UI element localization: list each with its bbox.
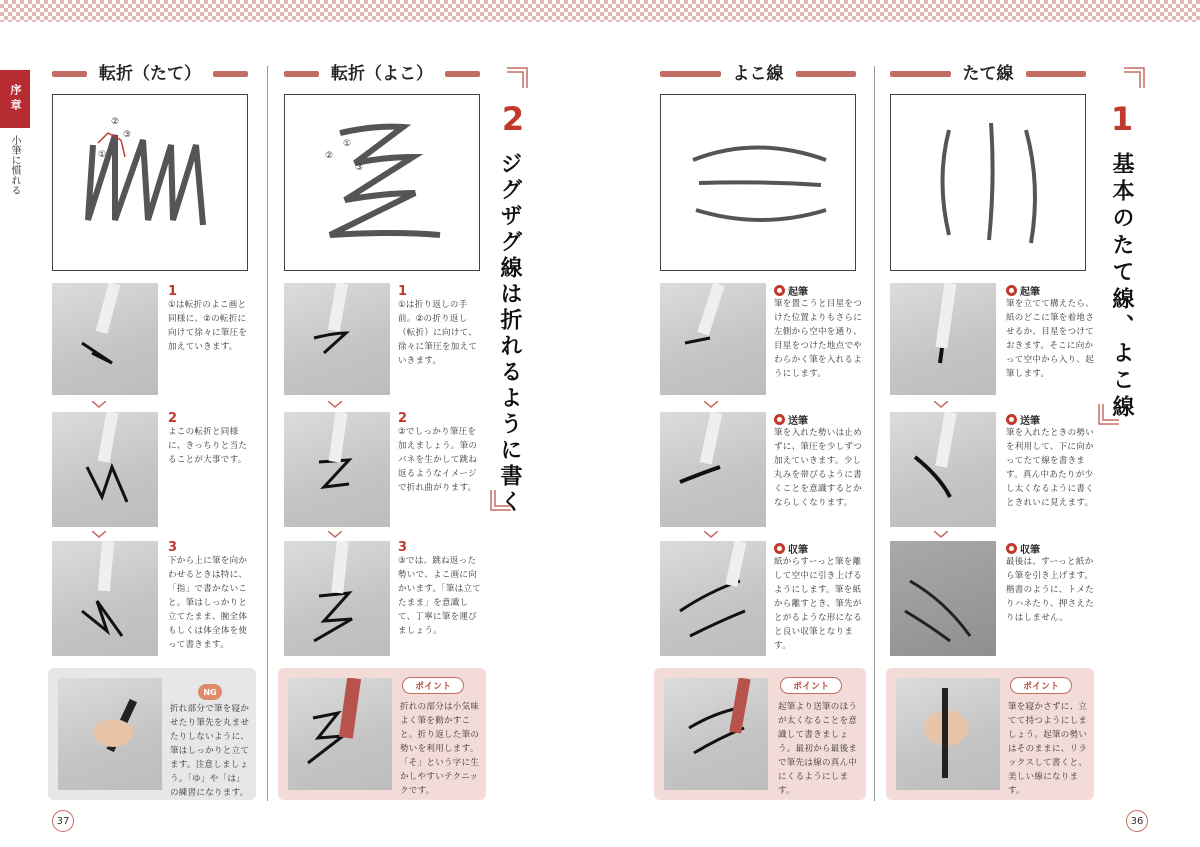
step-label-souhitsu: 送筆: [774, 412, 808, 427]
corner-bracket-icon: [1097, 404, 1119, 426]
step-photo-1: [284, 283, 390, 395]
diagram-label-3: ③: [123, 130, 132, 140]
step-text-2: よこの転折と同様に、きっちりと当たることが大事です。: [168, 427, 248, 465]
step-photo-2: [284, 412, 390, 527]
point-photo: [896, 678, 1000, 790]
brush-point-icon: [1006, 285, 1017, 296]
diagram-label-3: ③: [355, 163, 364, 173]
page-number-right: 36: [1126, 810, 1148, 832]
step-photo-kihitsu: [890, 283, 996, 395]
diagram-label-1: ①: [98, 150, 107, 160]
ng-photo: [58, 678, 162, 790]
point-badge: ポイント: [780, 677, 842, 694]
brush-point-icon: [774, 285, 785, 296]
heading-tate-sen: たて線: [890, 64, 1086, 84]
step-text-shuhitsu: 最後は、すーっと紙から筆を引き上げます。楷書のように、トメたりハネたり、押さえたりはしません。: [1006, 557, 1095, 623]
step-label-kihitsu: 起筆: [774, 283, 808, 298]
chevron-down-icon: [328, 401, 342, 408]
checkered-top-band: [0, 0, 1200, 22]
step-label-shuhitsu: 収筆: [774, 541, 808, 556]
section-title: ジグザグ線は折れるように書く: [497, 152, 522, 516]
step-photo-souhitsu: [660, 412, 766, 527]
point-badge: ポイント: [402, 677, 464, 694]
point-photo: [664, 678, 768, 790]
diagram-yoko-sen: [660, 94, 856, 271]
point-photo: [288, 678, 392, 790]
section-title: 基本のたて線、よこ線: [1109, 152, 1134, 422]
diagram-tenori-yoko: [284, 94, 480, 271]
step-label-souhitsu: 送筆: [1006, 412, 1040, 427]
step-text-1: ①は折り返しの手前。②の折り返し（転折）に向けて、徐々に筆圧を加えていきます。: [398, 300, 478, 366]
point-text: 起筆より送筆のほうが太くなることを意識して書きましょう。最初から最後まで筆先は線の真ん中にくるようにします。: [778, 702, 858, 796]
step-text-souhitsu: 筆を入れた勢いは止めずに、筆圧を少しずつ加えていきます。少し丸みを帯びるように書くことを意識するとかならしくなります。: [774, 428, 863, 508]
step-text-2: ②でしっかり筆圧を加えましょう。筆のバネを生かして跳ね返るようなイメージで折れ曲がります。: [398, 427, 478, 493]
chevron-down-icon: [92, 401, 106, 408]
diagram-label-1: ①: [343, 139, 352, 149]
chevron-down-icon: [934, 531, 948, 538]
step-photo-shuhitsu: [890, 541, 996, 656]
chevron-down-icon: [934, 401, 948, 408]
step-text-kihitsu: 筆を立てて構えたら、紙のどこに筆を着地させるか、目星をつけておきます。そこに向かって空中から入り、起筆します。: [1006, 299, 1095, 379]
brush-point-icon: [1006, 414, 1017, 425]
brush-point-icon: [774, 414, 785, 425]
column-divider: [874, 66, 875, 801]
step-photo-1: [52, 283, 158, 395]
step-photo-shuhitsu: [660, 541, 766, 656]
step-text-souhitsu: 筆を入れたときの勢いを利用して、下に向かってたて線を書きます。真ん中あたりが少し太くなるように書くときれいに見えます。: [1006, 428, 1095, 508]
point-badge: ポイント: [1010, 677, 1072, 694]
heading-tenori-yoko: 転折（よこ）: [284, 64, 480, 84]
chevron-down-icon: [328, 531, 342, 538]
step-photo-2: [52, 412, 158, 527]
heading-tenori-tate: 転折（たて）: [52, 64, 248, 84]
step-text-3: ③では、跳ね返った勢いで、よこ画に向かいます。「筆は立てたまま」を意識して、丁寧に筆を運びましょう。: [398, 556, 482, 636]
step-photo-kihitsu: [660, 283, 766, 395]
column-divider: [267, 66, 268, 801]
ng-badge: NG: [198, 684, 222, 700]
corner-bracket-icon: [1124, 66, 1146, 88]
page-number-left: 37: [52, 810, 74, 832]
step-photo-3: [52, 541, 158, 656]
chevron-down-icon: [704, 531, 718, 538]
step-photo-3: [284, 541, 390, 656]
step-number-2: 2: [398, 411, 408, 426]
vertical-lines-sample: [891, 95, 1087, 272]
diagram-label-2: ②: [111, 117, 120, 127]
section-number: 2: [501, 100, 525, 138]
step-text-3: 下から上に筆を向かわせるときは特に、「指」で書かないこと。筆はしっかりと立てたまま、腕全体もしくは体全体を使って書きます。: [168, 556, 248, 650]
heading-yoko-sen: よこ線: [660, 64, 856, 84]
diagram-tate-sen: [890, 94, 1086, 271]
point-text: 折れの部分は小気味よく筆を動かすこと。折り返した筆の勢いを利用します。「そ」という字に生かしやすいテクニックです。: [400, 702, 480, 796]
section-number: 1: [1110, 100, 1134, 138]
zigzag-vertical-sample: [53, 95, 249, 272]
step-number-1: 1: [168, 284, 178, 299]
step-label-shuhitsu: 収筆: [1006, 541, 1040, 556]
step-number-2: 2: [168, 411, 178, 426]
step-number-3: 3: [168, 540, 178, 555]
chapter-tab[interactable]: 序章: [0, 70, 30, 128]
step-photo-souhitsu: [890, 412, 996, 527]
point-text: 筆を寝かさずに、立てて持つようにしましょう。起筆の勢いはそのままに、リラックスして書くと、美しい線になります。: [1008, 702, 1088, 796]
chevron-down-icon: [92, 531, 106, 538]
chapter-subtitle: 小筆に慣れる: [9, 135, 20, 195]
step-number-3: 3: [398, 540, 408, 555]
step-label-kihitsu: 起筆: [1006, 283, 1040, 298]
brush-point-icon: [1006, 543, 1017, 554]
corner-bracket-icon: [489, 490, 511, 512]
zigzag-horizontal-sample: [285, 95, 481, 272]
diagram-tenori-tate: [52, 94, 248, 271]
horizontal-lines-sample: [661, 95, 857, 272]
step-text-kihitsu: 筆を置こうと目星をつけた位置よりもさらに左側から空中を通り、目星をつけた地点でやわらかく筆を入れるようにします。: [774, 299, 863, 379]
step-number-1: 1: [398, 284, 408, 299]
chevron-down-icon: [704, 401, 718, 408]
diagram-label-2: ②: [325, 151, 334, 161]
corner-bracket-icon: [507, 66, 529, 88]
ng-text: 折れ部分で筆を寝かせたり筆先を丸ませたりしないように、筆はしっかりと立てます。注意しましょう。「ゆ」や「は」の練習になります。: [170, 704, 250, 798]
brush-point-icon: [774, 543, 785, 554]
step-text-1: ①は転折のよこ画と同様に、②の転折に向けて徐々に筆圧を加えていきます。: [168, 300, 248, 352]
step-text-shuhitsu: 紙からすーっと筆を離して空中に引き上げるようにします。筆を紙から離すとき、筆先がとがるような形になると良い収筆となります。: [774, 557, 863, 651]
